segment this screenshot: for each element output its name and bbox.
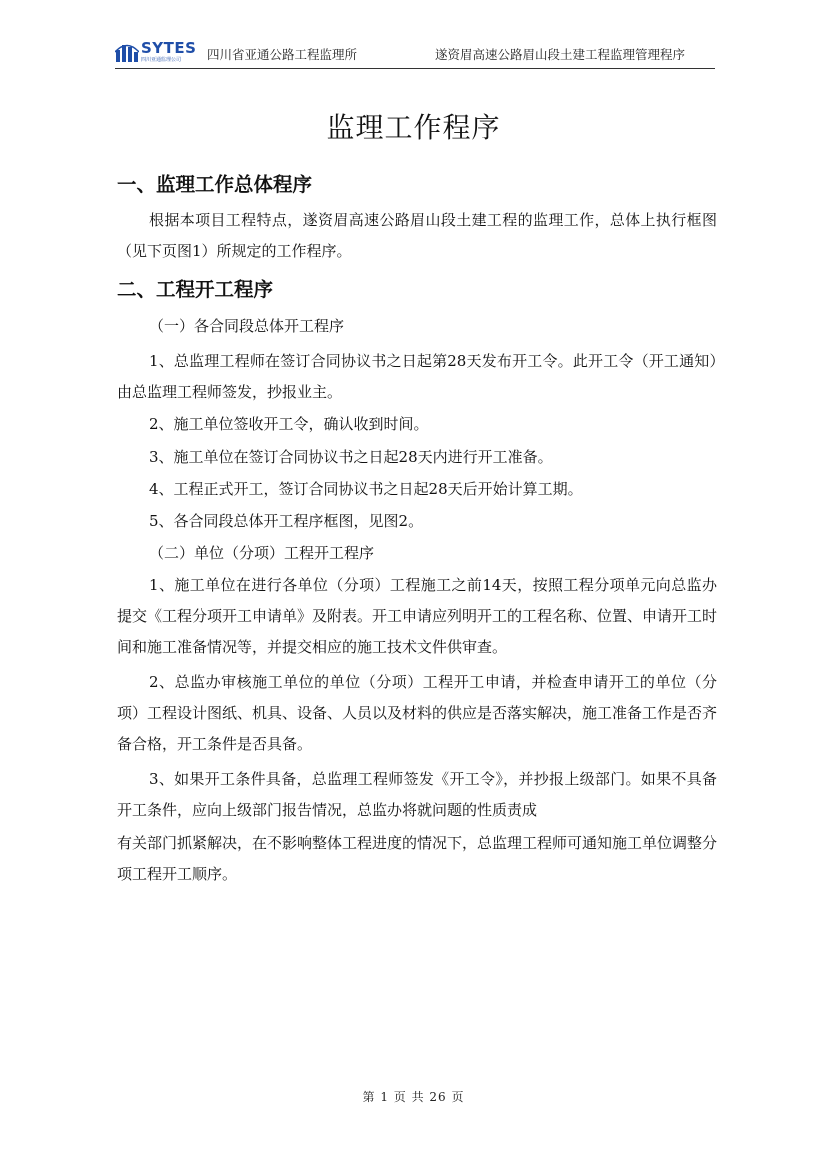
header-divider [115,68,715,69]
page-header [115,38,715,68]
page-number: 第 1 页 共 26 页 [362,1090,465,1104]
company-logo [115,40,210,66]
logo-subtitle: 四川亚通监理公司 [141,57,182,63]
document-name: 遂资眉高速公路眉山段土建工程监理管理程序 [434,47,685,62]
section-heading-2: 二、工程开工程序 [117,278,274,301]
paragraph: 4、工程正式开工，签订合同协议书之日起28天后开始计算工期。 [149,480,583,498]
paragraph: 5、各合同段总体开工程序框图，见图2。 [149,512,424,530]
paragraph: 1、施工单位在进行各单位（分项）工程施工之前14天，按照工程分项单元向总监办提交《工程分项开工申请单》及附表。开工申请应列明开工的工程名称、位置、申请开工时间和施工准备情况等，并提交相应的施工技术文件供审查。 [117,576,718,656]
paragraph: 2、施工单位签收开工令，确认收到时间。 [149,415,429,433]
page-title: 监理工作程序 [326,111,501,144]
paragraph: 1、总监理工程师在签订合同协议书之日起第28天发布开工令。此开工令（开工通知）由总监理工程师签发，抄报业主。 [117,352,717,401]
paragraph: 3、如果开工条件具备，总监理工程师签发《开工令》，并抄报上级部门。如果不具备开工条件，应向上级部门报告情况，总监办将就问题的性质责成 [117,770,717,819]
paragraph: 根据本项目工程特点，遂资眉高速公路眉山段土建工程的监理工作，总体上执行框图（见下页图1）所规定的工作程序。 [117,211,717,260]
paragraph: 2、总监办审核施工单位的单位（分项）工程开工申请，并检查申请开工的单位（分项）工程设计图纸、机具、设备、人员以及材料的供应是否落实解决，施工准备工作是否齐备合格，开工条件是否具备。 [117,673,718,753]
organization-name: 四川省亚通公路工程监理所 [207,47,358,62]
paragraph: 3、施工单位在签订合同协议书之日起28天内进行开工准备。 [149,448,553,466]
paragraph: 有关部门抓紧解决，在不影响整体工程进度的情况下，总监理工程师可通知施工单位调整分项工程开工顺序。 [117,834,718,883]
sytes-logo-icon [115,41,139,65]
logo-text: SYTES [141,39,197,57]
section-heading-1: 一、监理工作总体程序 [117,173,313,196]
subsection-heading: （二）单位（分项）工程开工程序 [149,544,375,562]
subsection-heading: （一）各合同段总体开工程序 [149,317,345,335]
